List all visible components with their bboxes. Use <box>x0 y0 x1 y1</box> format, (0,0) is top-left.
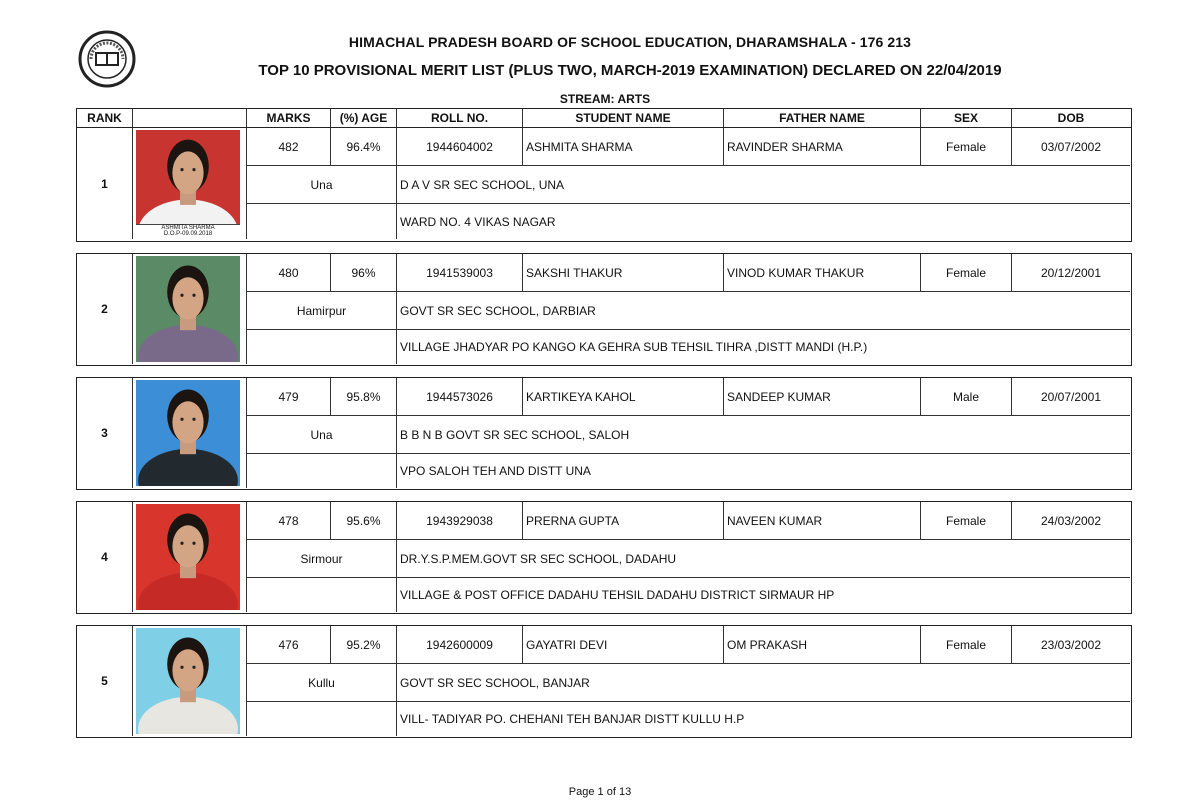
header-photo <box>133 109 247 127</box>
roll-no-cell: 1942600009 <box>397 626 523 664</box>
board-title: HIMACHAL PRADESH BOARD OF SCHOOL EDUCATION, DHARAMSHALA - 176 213 <box>348 34 912 50</box>
rank-value: 4 <box>101 550 108 564</box>
blank-cell <box>247 204 397 239</box>
sex-cell: Female <box>921 502 1012 540</box>
table-header <box>76 108 1132 128</box>
blank-cell <box>247 702 397 736</box>
page-number: Page 1 of 13 <box>568 786 632 798</box>
header-dob: DOB <box>1057 111 1085 125</box>
sex-cell: Male <box>921 378 1012 416</box>
roll-no-cell: 1944604002 <box>397 128 523 166</box>
district-cell: Una <box>247 416 397 454</box>
dob-cell: 20/07/2001 <box>1012 378 1130 416</box>
district-cell: Kullu <box>247 664 397 702</box>
student-name-cell: ASHMITA SHARMA <box>523 128 724 166</box>
student-photo <box>136 504 240 610</box>
address-cell: VILLAGE & POST OFFICE DADAHU TEHSIL DADAHU DISTRICT SIRMAUR HP <box>400 588 835 602</box>
student-photo <box>136 256 240 362</box>
header-roll-no: ROLL NO. <box>397 109 523 127</box>
student-record <box>76 128 1132 242</box>
header-percentage: (%) AGE <box>331 109 397 127</box>
student-record <box>76 253 1132 366</box>
student-record <box>76 501 1132 614</box>
school-cell: GOVT SR SEC SCHOOL, BANJAR <box>397 664 1130 702</box>
header-marks: MARKS <box>247 109 331 127</box>
photo-caption: ASHMITA SHARMA D.O.P-09.09.2018 <box>136 224 240 237</box>
header-sex: SEX <box>921 109 1012 127</box>
school-cell: DR.Y.S.P.MEM.GOVT SR SEC SCHOOL, DADAHU <box>397 540 1130 578</box>
marks-cell: 480 <box>247 254 331 292</box>
dob-cell: 24/03/2002 <box>1012 502 1130 540</box>
marks-cell: 482 <box>247 128 331 166</box>
school-cell: B B N B GOVT SR SEC SCHOOL, SALOH <box>397 416 1130 454</box>
father-name-cell: NAVEEN KUMAR <box>724 502 921 540</box>
percentage-cell: 95.2% <box>331 626 397 664</box>
rank-value: 3 <box>101 426 108 440</box>
rank-cell <box>77 626 133 736</box>
rank-cell <box>77 254 133 364</box>
rank-cell <box>77 378 133 488</box>
address-cell: VILL- TADIYAR PO. CHEHANI TEH BANJAR DISTT KULLU H.P <box>400 712 745 726</box>
school-cell: D A V SR SEC SCHOOL, UNA <box>397 166 1130 204</box>
dob-cell: 03/07/2002 <box>1012 128 1130 166</box>
rank-cell <box>77 128 133 239</box>
rank-value: 5 <box>101 674 108 688</box>
percentage-cell: 96% <box>331 254 397 292</box>
student-photo <box>136 380 240 486</box>
roll-no-cell: 1944573026 <box>397 378 523 416</box>
student-name-cell: KARTIKEYA KAHOL <box>523 378 724 416</box>
student-name-cell: SAKSHI THAKUR <box>523 254 724 292</box>
district-cell: Una <box>247 166 397 204</box>
marks-cell: 476 <box>247 626 331 664</box>
address-cell: VPO SALOH TEH AND DISTT UNA <box>400 464 591 478</box>
student-name-cell: PRERNA GUPTA <box>523 502 724 540</box>
sex-cell: Female <box>921 128 1012 166</box>
roll-no-cell: 1943929038 <box>397 502 523 540</box>
stream-label: STREAM: ARTS <box>559 92 651 106</box>
dob-cell: 23/03/2002 <box>1012 626 1130 664</box>
rank-cell <box>77 502 133 612</box>
header-student-name: STUDENT NAME <box>523 109 724 127</box>
address-cell: WARD NO. 4 VIKAS NAGAR <box>400 214 556 229</box>
student-photo <box>136 628 240 734</box>
student-record <box>76 377 1132 490</box>
student-photo <box>136 130 240 237</box>
father-name-cell: RAVINDER SHARMA <box>724 128 921 166</box>
percentage-cell: 95.8% <box>331 378 397 416</box>
header-father-name: FATHER NAME <box>724 109 921 127</box>
address-cell: VILLAGE JHADYAR PO KANGO KA GEHRA SUB TEHSIL TIHRA ,DISTT MANDI (H.P.) <box>400 340 868 354</box>
blank-cell <box>247 578 397 612</box>
school-cell: GOVT SR SEC SCHOOL, DARBIAR <box>397 292 1130 330</box>
roll-no-cell: 1941539003 <box>397 254 523 292</box>
marks-cell: 478 <box>247 502 331 540</box>
blank-cell <box>247 330 397 364</box>
rank-value: 1 <box>101 176 108 191</box>
header-rank: RANK <box>77 109 133 127</box>
father-name-cell: VINOD KUMAR THAKUR <box>724 254 921 292</box>
sex-cell: Female <box>921 254 1012 292</box>
student-record <box>76 625 1132 738</box>
marks-cell: 479 <box>247 378 331 416</box>
father-name-cell: SANDEEP KUMAR <box>724 378 921 416</box>
rank-value: 2 <box>101 302 108 316</box>
student-name-cell: GAYATRI DEVI <box>523 626 724 664</box>
percentage-cell: 95.6% <box>331 502 397 540</box>
sex-cell: Female <box>921 626 1012 664</box>
district-cell: Hamirpur <box>247 292 397 330</box>
merit-list-title: TOP 10 PROVISIONAL MERIT LIST (PLUS TWO, MARCH-2019 EXAMINATION) DECLARED ON 22/04/2019 <box>258 62 1002 79</box>
father-name-cell: OM PRAKASH <box>724 626 921 664</box>
blank-cell <box>247 454 397 488</box>
district-cell: Sirmour <box>247 540 397 578</box>
percentage-cell: 96.4% <box>331 128 397 166</box>
dob-cell: 20/12/2001 <box>1012 254 1130 292</box>
